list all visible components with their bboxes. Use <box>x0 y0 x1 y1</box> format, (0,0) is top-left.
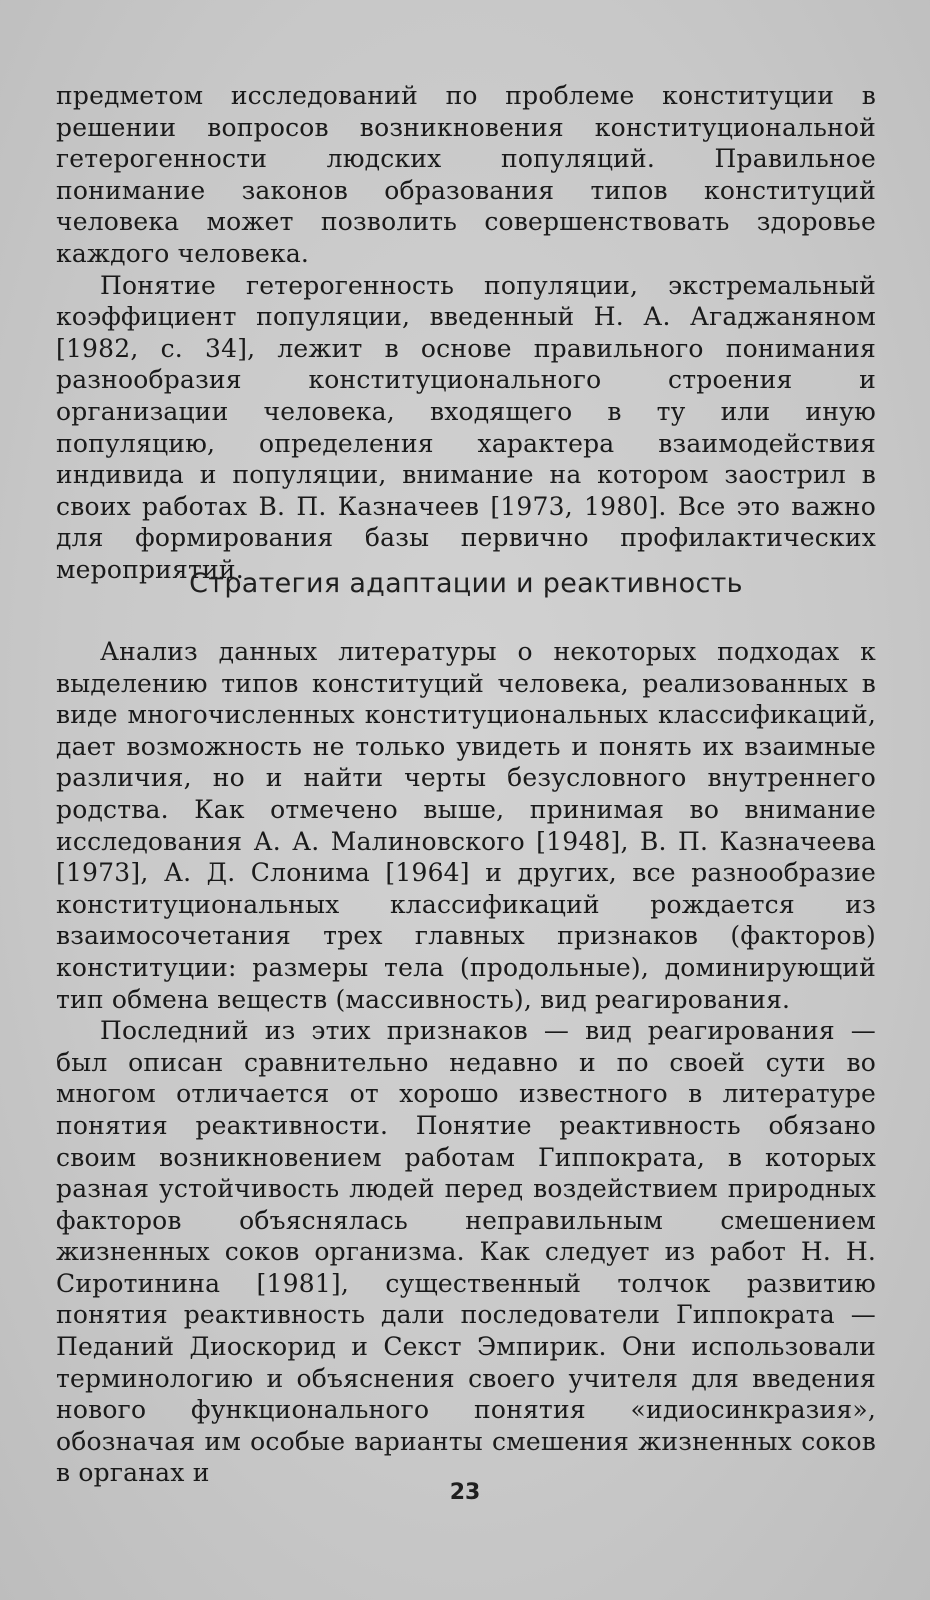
page-number: 23 <box>449 1480 481 1505</box>
section-heading: Стратегия адаптации и реактивность <box>189 568 743 599</box>
paragraph: Понятие гетерогенность популяции, экстремальный коэффициент популяции, введенный Н. А. Агаджаняном [1982, с. 34], лежит в основе правильного понимания разнообразия конституционального строения и организации человека, входящего в ту или иную популяцию, определения характера взаимодействия индивида и популяции, внимание на котором заострил в своих работах В. П. Казначеев [1973, 1980]. Все это важно для формирования базы первично профилактических мероприятий. <box>56 270 876 584</box>
paragraph: Анализ данных литературы о некоторых подходах к выделению типов конституций человека, реализованных в виде многочисленных конституциональных классификаций, дает возможность не только увидеть и понять их взаимные различия, но и найти черты безусловного внутреннего родства. Как отмечено выше, принимая во внимание исследования А. А. Малиновского [1948], В. П. Казначеева [1973], А. Д. Слонима [1964] и других, все разнообразие конституциональных классификаций рождается из взаимосочетания трех главных признаков (факторов) конституции: размеры тела (продольные), доминирующий тип обмена веществ (массивность), вид реагирования. <box>56 637 876 1014</box>
paragraph-continuation: предметом исследований по проблеме конституции в решении вопросов возникновения конституциональной гетерогенности людских популяций. Правильное понимание законов образования типов конституций человека может позволить совершенствовать здоровье каждого человека. <box>56 81 876 268</box>
text-section-1 <box>56 80 876 586</box>
text-section-2 <box>56 636 876 1489</box>
paragraph: Последний из этих признаков — вид реагирования — был описан сравнительно недавно и по своей сути во многом отличается от хорошо известного в литературе понятия реактивности. Понятие реактивность обязано своим возникновением работам Гиппократа, в которых разная устойчивость людей перед воздействием природных факторов объяснялась неправильным смешением жизненных соков организма. Как следует из работ Н. Н. Сиротинина [1981], существенный толчок развитию понятия реактивность дали последователи Гиппократа — Педаний Диоскорид и Секст Эмпирик. Они использовали терминологию и объяснения своего учителя для введения нового функционального понятия «идиосинкразия», обозначая им особые варианты смешения жизненных соков в органах и <box>56 1016 876 1488</box>
